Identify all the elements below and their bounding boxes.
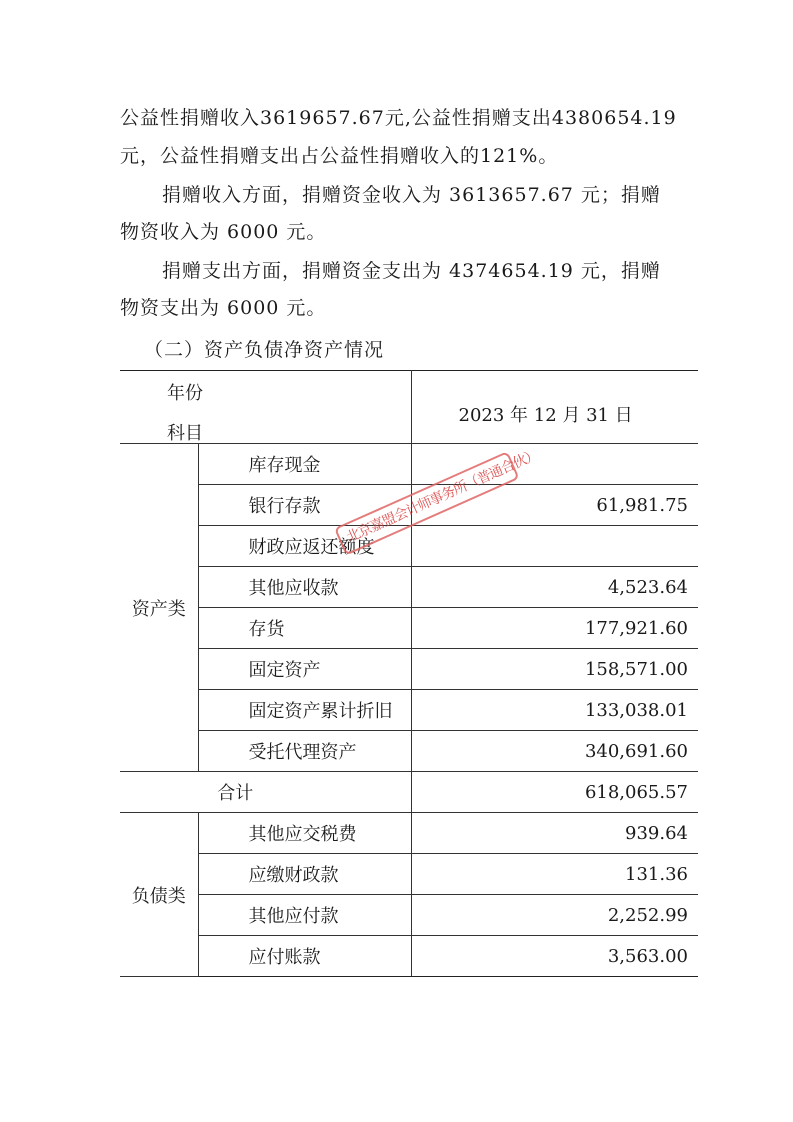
row-name: 其他应交税费 — [198, 813, 411, 854]
subject-label: 科目 — [167, 423, 203, 444]
row-name: 财政应返还额度 — [198, 526, 411, 567]
total-amount: 618,065.57 — [411, 772, 698, 813]
paragraph-donation-expense-line1: 捐赠支出方面，捐赠资金支出为 4374654.19 元，捐赠 — [162, 260, 661, 282]
section-heading: （二）资产负债净资产情况 — [144, 339, 385, 361]
row-amount: 177,921.60 — [411, 608, 698, 649]
audit-firm-stamp: 北京嘉盟会计师事务所（普通合伙） — [334, 451, 520, 556]
table-row — [120, 731, 698, 772]
row-amount: 158,571.00 — [411, 649, 698, 690]
table-row — [120, 444, 698, 485]
paragraph-donation-income-line2: 物资收入为 6000 元。 — [120, 221, 327, 243]
row-amount: 2,252.99 — [411, 895, 698, 936]
paragraph-donation-summary-line1: 公益性捐赠收入3619657.67元,公益性捐赠支出4380654.19 — [120, 107, 677, 129]
total-row — [120, 772, 698, 813]
row-name: 银行存款 — [198, 485, 411, 526]
row-name: 固定资产累计折旧 — [198, 690, 411, 731]
table-row — [120, 690, 698, 731]
table-row — [120, 936, 698, 977]
header-diagonal-cell — [120, 371, 411, 444]
row-amount: 939.64 — [411, 813, 698, 854]
row-name: 存货 — [198, 608, 411, 649]
header-date: 2023 年 12 月 31 日 — [411, 371, 698, 444]
row-name: 受托代理资产 — [198, 731, 411, 772]
row-amount: 4,523.64 — [411, 567, 698, 608]
row-amount: 3,563.00 — [411, 936, 698, 977]
table-row — [120, 526, 698, 567]
row-name: 库存现金 — [198, 444, 411, 485]
row-name: 固定资产 — [198, 649, 411, 690]
row-amount: 340,691.60 — [411, 731, 698, 772]
table-row — [120, 854, 698, 895]
table-row — [120, 895, 698, 936]
table-header-row — [120, 371, 698, 444]
paragraph-donation-summary-line2: 元，公益性捐赠支出占公益性捐赠收入的121%。 — [120, 145, 559, 167]
year-label: 年份 — [167, 383, 203, 404]
table-row — [120, 567, 698, 608]
table-row — [120, 649, 698, 690]
row-amount — [411, 526, 698, 567]
row-name: 其他应收款 — [198, 567, 411, 608]
liability-category-label: 负债类 — [120, 813, 198, 977]
paragraph-donation-income-line1: 捐赠收入方面，捐赠资金收入为 3613657.67 元；捐赠 — [162, 184, 661, 206]
row-amount: 133,038.01 — [411, 690, 698, 731]
table-row — [120, 813, 698, 854]
row-name: 应缴财政款 — [198, 854, 411, 895]
paragraph-donation-expense-line2: 物资支出为 6000 元。 — [120, 297, 327, 319]
row-amount: 61,981.75 — [411, 485, 698, 526]
total-label: 合计 — [120, 772, 411, 813]
table-row — [120, 608, 698, 649]
balance-sheet-table — [120, 370, 698, 977]
row-amount: 131.36 — [411, 854, 698, 895]
row-name: 应付账款 — [198, 936, 411, 977]
row-name: 其他应付款 — [198, 895, 411, 936]
asset-category-label: 资产类 — [120, 444, 198, 772]
